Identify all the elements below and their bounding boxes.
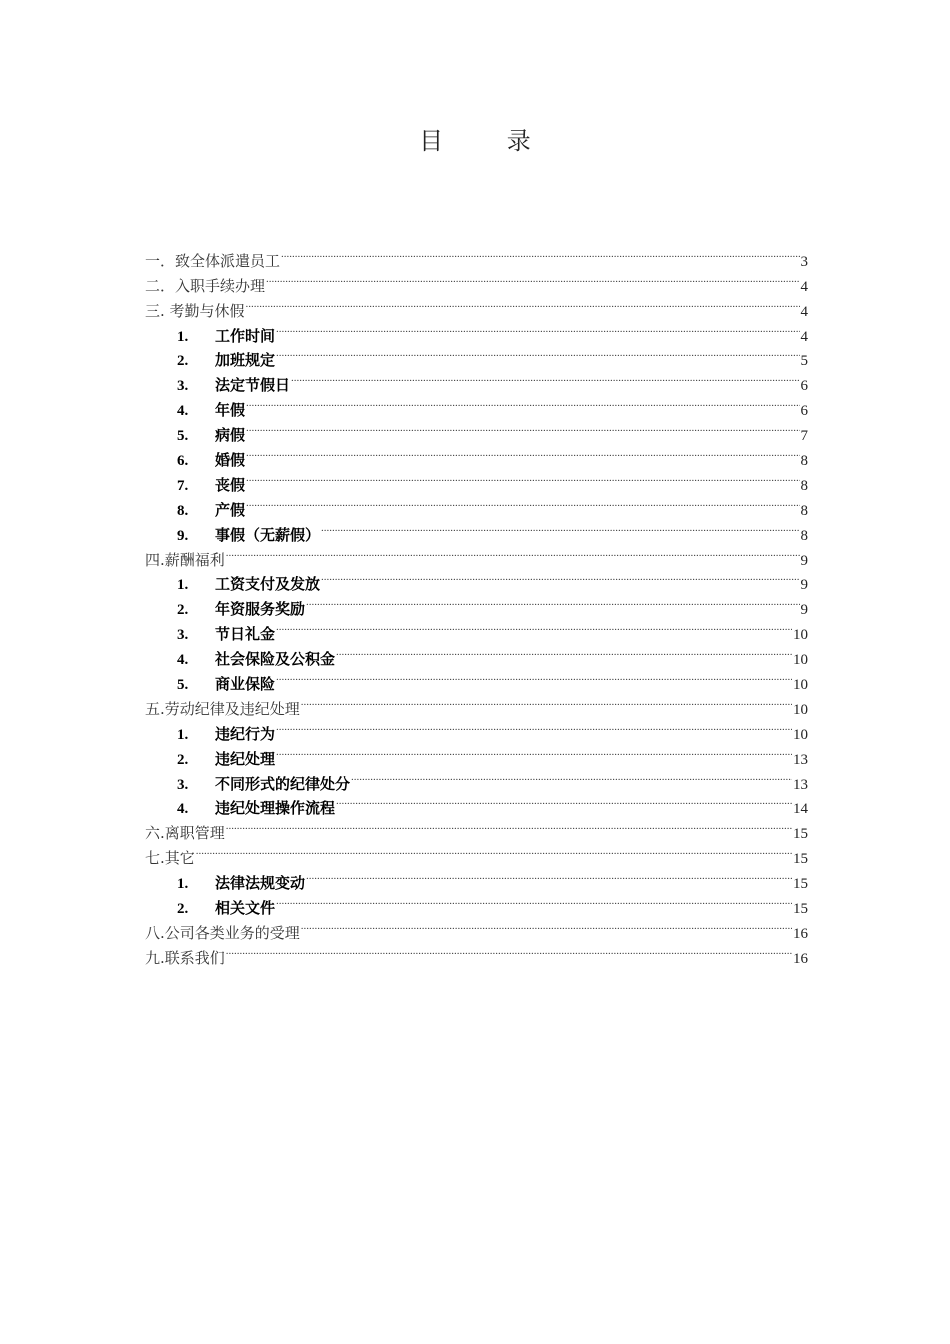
- toc-page-number: 4: [800, 278, 808, 295]
- toc-dot-leader: [276, 316, 799, 341]
- toc-dot-leader: [246, 440, 799, 465]
- toc-entry-title: 一．致全体派遣员工: [145, 251, 281, 270]
- toc-page-number: 4: [800, 303, 808, 320]
- toc-entry-title: 工资支付及发放: [215, 575, 321, 594]
- toc-dot-leader: [306, 863, 792, 888]
- toc-dot-leader: [306, 589, 799, 614]
- toc-entry-number: 4.: [177, 801, 189, 818]
- toc-page-number: 15: [793, 876, 808, 893]
- toc-page-number: 9: [800, 552, 808, 569]
- toc-entry-number: 1.: [177, 328, 189, 345]
- toc-dot-leader: [321, 565, 799, 590]
- toc-page-number: 16: [793, 950, 808, 967]
- toc-entry-title: 九.联系我们: [145, 948, 225, 967]
- toc-entry-title: 商业保险: [215, 675, 276, 694]
- toc-entry-title: 病假: [215, 426, 246, 445]
- toc-page-number: 5: [800, 353, 808, 370]
- toc-page-number: 7: [800, 428, 808, 445]
- toc-page-number: 8: [800, 502, 808, 519]
- toc-page-number: 8: [800, 477, 808, 494]
- toc-dot-leader: [226, 938, 792, 963]
- toc-entry-title: 二．入职手续办理: [145, 276, 266, 295]
- toc-entry-number: 4.: [177, 652, 189, 669]
- toc-entry-title: 五.劳动纪律及违纪处理: [145, 699, 300, 718]
- toc-page-number: 13: [793, 776, 808, 793]
- toc-dot-leader: [226, 540, 800, 565]
- toc-entry-title: 事假（无薪假）: [215, 525, 321, 544]
- toc-page-number: 10: [793, 677, 808, 694]
- toc-page-number: 10: [793, 726, 808, 743]
- toc-page-number: 15: [793, 851, 808, 868]
- toc-dot-leader: [276, 664, 792, 689]
- toc-entry-number: 9.: [177, 527, 189, 544]
- toc-entry-title: 年资服务奖励: [215, 600, 306, 619]
- toc-entry-number: 5.: [177, 677, 189, 694]
- toc-dot-leader: [276, 341, 799, 366]
- toc-page-number: 10: [793, 652, 808, 669]
- toc-page-number: 4: [800, 328, 808, 345]
- toc-dot-leader: [336, 789, 792, 814]
- toc-dot-leader: [336, 639, 792, 664]
- toc-dot-leader: [196, 838, 792, 863]
- toc-page-number: 8: [800, 453, 808, 470]
- toc-entry-title: 违纪行为: [215, 724, 276, 743]
- toc-entry-number: 4.: [177, 403, 189, 420]
- toc-dot-leader: [246, 490, 799, 515]
- toc-dot-leader: [246, 415, 799, 440]
- toc-entry-number: 1.: [177, 577, 189, 594]
- toc-page-number: 14: [793, 801, 808, 818]
- toc-entry-number: 5.: [177, 428, 189, 445]
- toc-subentry[interactable]: [145, 565, 808, 594]
- toc-dot-leader: [321, 515, 799, 540]
- toc-entry-number: 2.: [177, 901, 189, 918]
- toc-entry-title: 违纪处理操作流程: [215, 799, 336, 818]
- toc-page-number: 8: [800, 527, 808, 544]
- toc-dot-leader: [276, 614, 792, 639]
- toc-entry-number: 6.: [177, 453, 189, 470]
- toc-entry-title: 法定节假日: [215, 376, 291, 395]
- toc-dot-leader: [276, 888, 792, 913]
- toc-page-number: 10: [793, 701, 808, 718]
- toc-page-number: 9: [800, 602, 808, 619]
- toc-entry[interactable]: [145, 938, 808, 967]
- table-of-contents: [145, 241, 808, 967]
- toc-page-number: 15: [793, 826, 808, 843]
- toc-entry-title: 不同形式的纪律处分: [215, 774, 351, 793]
- toc-entry-number: 3.: [177, 378, 189, 395]
- toc-page-number: 15: [793, 901, 808, 918]
- toc-entry-title: 三. 考勤与休假: [145, 301, 245, 320]
- toc-entry-title: 年假: [215, 401, 246, 420]
- toc-entry-number: 7.: [177, 477, 189, 494]
- toc-entry-title: 六.离职管理: [145, 824, 225, 843]
- toc-entry-title: 产假: [215, 500, 246, 519]
- toc-entry-title: 婚假: [215, 451, 246, 470]
- toc-entry-title: 节日礼金: [215, 625, 276, 644]
- toc-entry-title: 四.薪酬福利: [145, 550, 225, 569]
- toc-dot-leader: [266, 266, 799, 291]
- toc-page-number: 13: [793, 751, 808, 768]
- toc-entry-number: 2.: [177, 602, 189, 619]
- toc-dot-leader: [301, 913, 792, 938]
- toc-dot-leader: [226, 813, 792, 838]
- toc-title: 目 录: [419, 127, 559, 155]
- toc-entry-number: 2.: [177, 353, 189, 370]
- toc-entry-number: 3.: [177, 776, 189, 793]
- toc-page-number: 9: [800, 577, 808, 594]
- toc-entry-title: 相关文件: [215, 899, 276, 918]
- toc-entry[interactable]: [145, 838, 808, 868]
- toc-page-number: 3: [800, 253, 808, 270]
- toc-page-number: 16: [793, 925, 808, 942]
- toc-entry-title: 工作时间: [215, 326, 276, 345]
- toc-entry-title: 违纪处理: [215, 749, 276, 768]
- toc-entry-title: 社会保险及公积金: [215, 650, 336, 669]
- toc-entry-number: 8.: [177, 502, 189, 519]
- toc-entry-number: 1.: [177, 876, 189, 893]
- toc-entry-number: 1.: [177, 726, 189, 743]
- toc-page-number: 10: [793, 627, 808, 644]
- toc-entry-number: 2.: [177, 751, 189, 768]
- toc-dot-leader: [246, 465, 799, 490]
- toc-entry[interactable]: [145, 813, 808, 843]
- toc-dot-leader: [281, 241, 799, 266]
- toc-dot-leader: [246, 390, 799, 415]
- toc-entry-title: 法律法规变动: [215, 874, 306, 893]
- toc-entry-title: 丧假: [215, 475, 246, 494]
- toc-subentry[interactable]: [145, 863, 808, 893]
- toc-entry-number: 3.: [177, 627, 189, 644]
- toc-dot-leader: [246, 291, 800, 316]
- toc-page-number: 6: [800, 378, 808, 395]
- toc-dot-leader: [291, 365, 799, 390]
- toc-page-number: 6: [800, 403, 808, 420]
- toc-dot-leader: [351, 764, 792, 789]
- toc-entry-title: 八.公司各类业务的受理: [145, 923, 300, 942]
- toc-entry[interactable]: [145, 241, 808, 270]
- toc-dot-leader: [276, 714, 792, 739]
- toc-entry-title: 加班规定: [215, 351, 276, 370]
- toc-dot-leader: [301, 689, 792, 714]
- toc-entry[interactable]: [145, 540, 808, 569]
- toc-entry-title: 七.其它: [145, 849, 195, 868]
- toc-dot-leader: [276, 739, 792, 764]
